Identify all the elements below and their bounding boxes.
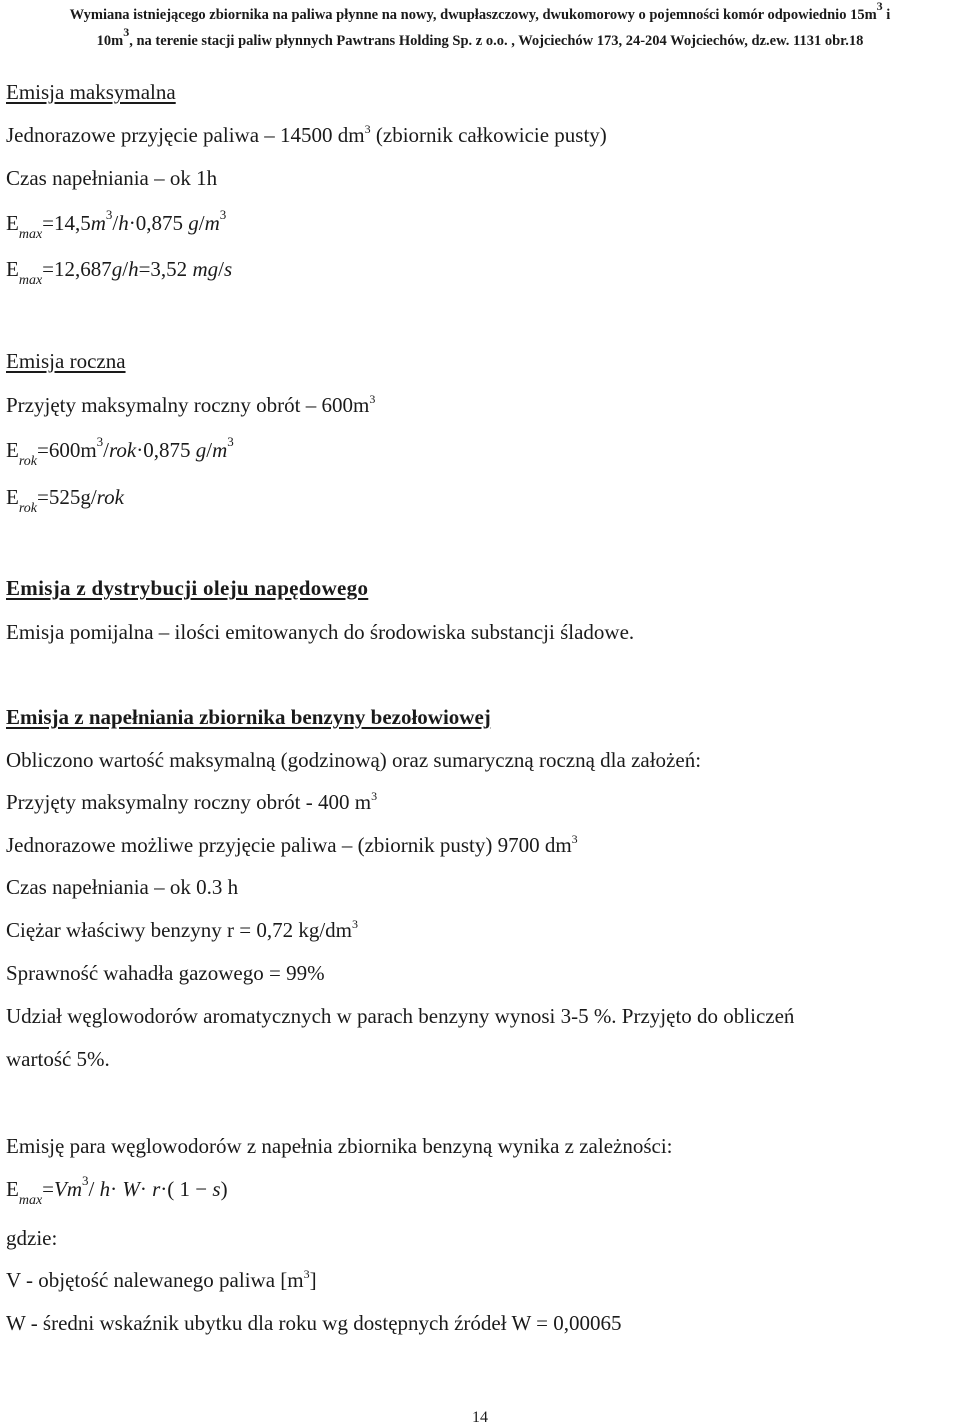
text-line: Emisja pomijalna – ilości emitowanych do środowiska substancji śladowe. xyxy=(6,620,635,644)
text-line: Jednorazowe przyjęcie paliwa – 14500 $dm^3$ (zbiornik całkowicie pusty) xyxy=(6,122,607,147)
text-line: gdzie: xyxy=(6,1226,58,1250)
page-header xyxy=(0,2,960,54)
formula-emax-1: $E_{max}=14,5m^3/h\cdot 0,875$ $g/m^3$ xyxy=(6,207,227,242)
text-line: W - średni wskaźnik ubytku dla roku wg dostępnych źródeł W = 0,00065 xyxy=(6,1311,622,1335)
text-line: Emisję para węglowodorów z napełnia zbiornika benzyną wynika z zależności: xyxy=(6,1134,673,1158)
section-title-diesel: Emisja z dystrybucji oleju napędowego xyxy=(6,576,369,600)
formula-emax-2: $E_{max}=12,687g/h=3,52$ mg/s xyxy=(6,257,233,288)
text-line: wartość 5%. xyxy=(6,1047,110,1071)
header-line-2: $10m^3$, na terenie stacji paliw płynnych Pawtrans Holding Sp. z o.o. , Wojciechów 173, 24-204 Wojciechów, dz.ew. 1131 obr.18 xyxy=(96,25,864,49)
section-title-max: Emisja maksymalna xyxy=(6,80,176,104)
text-line: Czas napełniania – ok 0.3 h xyxy=(6,875,239,899)
formula-emax-petrol: $E_{max}=Vm^3/$ h· W· r·( 1 − s) xyxy=(6,1173,228,1208)
page-number: 14 xyxy=(472,1409,488,1426)
text-line: Czas napełniania – ok 1h xyxy=(6,166,218,190)
formula-erok-1: $E_{rok}=600m^3/rok\cdot 0,875$ $g/m^3$ xyxy=(6,434,234,469)
text-line: Udział węglowodorów aromatycznych w parach benzyny wynosi 3-5 %. Przyjęto do obliczeń xyxy=(6,1004,795,1028)
header-line-1: Wymiana istniejącego zbiornika na paliwa płynne na nowy, dwupłaszczowy, dwukomorowy o pojemności komór odpowiednio $15m^3$ i xyxy=(69,0,891,23)
section-title-petrol: Emisja z napełniania zbiornika benzyny bezołowiowej xyxy=(6,705,491,729)
text-line: V - objętość nalewanego paliwa $[m^3]$ xyxy=(6,1267,317,1292)
text-line: Ciężar właściwy benzyny r = 0,72 $kg/dm^3$ xyxy=(6,917,359,942)
text-line: Sprawność wahadła gazowego = 99% xyxy=(6,961,325,985)
text-line: Jednorazowe możliwe przyjęcie paliwa – (zbiornik pusty) 9700 $dm^3$ xyxy=(6,832,578,857)
text-line: Obliczono wartość maksymalną (godzinową) oraz sumaryczną roczną dla założeń: xyxy=(6,748,702,772)
text-line: Przyjęty maksymalny roczny obrót - 400 $m^3$ xyxy=(6,789,378,814)
formula-erok-2: $E_{rok}=525g$/rok xyxy=(6,485,124,516)
text-line: Przyjęty maksymalny roczny obrót – $600m^3$ xyxy=(6,392,376,417)
section-title-annual: Emisja roczna xyxy=(6,349,126,373)
